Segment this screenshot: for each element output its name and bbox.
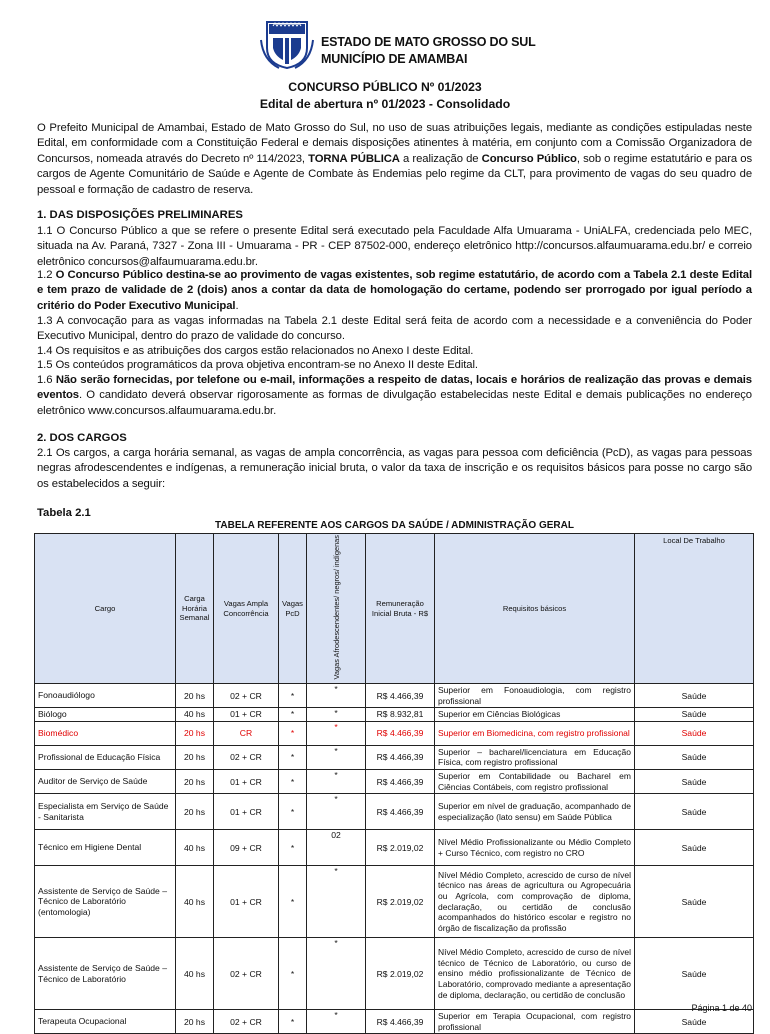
header-carga-horaria: Carga Horária Semanal [176,534,214,684]
cell-requisitos: Superior em Biomedicina, com registro profissional [435,721,635,745]
cell-vagas-afro: * [307,684,366,708]
cell-requisitos: Nível Médio Completo, acrescido de curso de nível técnico nas áreas de agricultura ou Agropecuária ou Agrícola, com comprovação de diploma, declaração, ou certidão de conclusão acompanhados do histórico escolar e registro no órgão de fiscalização da profissão [435,866,635,938]
cell-cargo: Terapeuta Ocupacional [35,1010,176,1034]
cell-cargo: Técnico em Higiene Dental [35,830,176,866]
cell-requisitos: Nível Médio Profissionalizante ou Médio Completo + Curso Técnico, com registro no CRO [435,830,635,866]
header-local-trabalho: Local De Trabalho [635,534,754,684]
cell-requisitos: Superior em Terapia Ocupacional, com registro profissional [435,1010,635,1034]
cell-carga-horaria: 40 hs [176,830,214,866]
item-2-1: 2.1 Os cargos, a carga horária semanal, as vagas de ampla concorrência, as vagas para pessoa com deficiência (PcD), as vagas para pessoas negras afrodescendentes e indígenas, a remuneração inicial bruta, o valor da taxa de inscrição e os requisitos básicos para posse no cargo são os estabelecidos a seguir: [37,447,752,490]
cell-remuneracao: R$ 2.019,02 [366,830,435,866]
intro-bold-2: Concurso Público [481,152,577,165]
table-row [35,1010,754,1034]
header-requisitos: Requisitos básicos [435,534,635,684]
cell-vagas-afro: 02 [307,830,366,866]
item-1-2 [37,268,752,314]
cell-vagas-pcd: * [279,830,307,866]
cell-carga-horaria: 20 hs [176,745,214,769]
cell-vagas-ampla: 02 + CR [214,1010,279,1034]
item-1-2-number: 1.2 [37,269,56,281]
cell-vagas-ampla: CR [214,721,279,745]
cell-vagas-pcd: * [279,708,307,722]
cell-remuneracao: R$ 4.466,39 [366,794,435,830]
cell-carga-horaria: 40 hs [176,708,214,722]
cell-vagas-afro: * [307,769,366,793]
cell-cargo: Assistente de Serviço de Saúde – Técnico de Laboratório (entomologia) [35,866,176,938]
cell-carga-horaria: 40 hs [176,938,214,1010]
cell-vagas-pcd: * [279,794,307,830]
item-1-3: 1.3 A convocação para as vagas informadas na Tabela 2.1 deste Edital será feita de acordo com a necessidade e a conveniência do Poder Executivo Municipal, dentro do prazo de validade do concurso. [37,315,752,343]
cell-remuneracao: R$ 4.466,39 [366,1010,435,1034]
cell-cargo: Biomédico [35,721,176,745]
cell-remuneracao: R$ 4.466,39 [366,745,435,769]
section-2-heading: 2. DOS CARGOS [37,432,127,444]
cell-vagas-pcd: * [279,684,307,708]
table-label: Tabela 2.1 [37,507,91,519]
cell-local-trabalho: Saúde [635,1010,754,1034]
cell-local-trabalho: Saúde [635,721,754,745]
cell-local-trabalho: Saúde [635,830,754,866]
header-vagas-ampla: Vagas Ampla Concorrência [214,534,279,684]
header-vagas-pcd: Vagas PcD [279,534,307,684]
cargos-table [34,533,754,1034]
table-row [35,684,754,708]
cell-vagas-ampla: 02 + CR [214,684,279,708]
item-1-6 [37,373,752,419]
cell-remuneracao: R$ 4.466,39 [366,684,435,708]
item-1-6-bold: Não serão fornecidas, por telefone ou e-mail, informações a respeito de datas, locais e horários de realização das provas e demais eventos [37,374,752,402]
cell-local-trabalho: Saúde [635,745,754,769]
cell-carga-horaria: 20 hs [176,684,214,708]
cell-vagas-ampla: 01 + CR [214,794,279,830]
table-row [35,745,754,769]
table-row [35,708,754,722]
document-subtitle: Edital de abertura nº 01/2023 - Consolidado [259,97,511,111]
item-1-6-rest: . O candidato deverá observar rigorosamente as formas de divulgação estabelecidas neste Edital e demais publicações no endereço eletrônico www.concursos.alfaumuarama.edu.br. [37,389,752,417]
cell-vagas-pcd: * [279,745,307,769]
header-state-name: ESTADO DE MATO GROSSO DO SUL [321,35,536,49]
cell-vagas-afro: * [307,708,366,722]
header-city-name: MUNICÍPIO DE AMAMBAI [321,52,468,66]
header-vagas-afro [307,534,366,684]
item-1-1: 1.1 O Concurso Público a que se refere o presente Edital será executado pela Faculdade Alfa Umuarama - UniALFA, credenciada pelo MEC, situada na Av. Paraná, 7327 - Zona III - Umuarama - PR - CEP 87502-000, endereço eletrônico http://concursos.alfaumuarama.edu.br/ e correio eletrônico concursos@alfaumuarama.edu.br. [37,225,752,268]
cell-vagas-afro: * [307,938,366,1010]
cell-requisitos: Superior em Ciências Biológicas [435,708,635,722]
header-remuneracao: Remuneração Inicial Bruta - R$ [366,534,435,684]
intro-text-3: , sob o regime estatutário e para os cargos de Agente Comunitário de Saúde e Agente de Combate às Endemias pelo regime da CLT, para provimento de vagas do seu quadro de pessoal e formação de cadastro de reserva. [37,152,752,196]
table-row [35,866,754,938]
header-cargo: Cargo [35,534,176,684]
cell-vagas-ampla: 09 + CR [214,830,279,866]
cell-vagas-pcd: * [279,1010,307,1034]
cell-vagas-ampla: 01 + CR [214,866,279,938]
cell-local-trabalho: Saúde [635,684,754,708]
table-row [35,721,754,745]
cell-vagas-afro: * [307,866,366,938]
intro-bold-1: TORNA PÚBLICA [308,152,400,165]
cell-cargo: Assistente de Serviço de Saúde – Técnico de Laboratório [35,938,176,1010]
cell-local-trabalho: Saúde [635,866,754,938]
cell-carga-horaria: 20 hs [176,769,214,793]
item-1-5: 1.5 Os conteúdos programáticos da prova objetiva encontram-se no Anexo II deste Edital. [37,359,478,371]
cell-remuneracao: R$ 2.019,02 [366,866,435,938]
cell-local-trabalho: Saúde [635,938,754,1010]
section-1-heading: 1. DAS DISPOSIÇÕES PRELIMINARES [37,209,243,221]
cell-remuneracao: R$ 8.932,81 [366,708,435,722]
cell-remuneracao: R$ 2.019,02 [366,938,435,1010]
table-header-row [35,534,754,684]
cell-vagas-ampla: 01 + CR [214,708,279,722]
table-row [35,938,754,1010]
cell-vagas-ampla: 02 + CR [214,938,279,1010]
cell-cargo: Biólogo [35,708,176,722]
header-vagas-afro-text: Vagas Afrodescendentes/ negros/ indígenas [331,535,341,680]
table-row [35,794,754,830]
cell-requisitos: Superior em nível de graduação, acompanhado de especialização (lato sensu) em Saúde Pública [435,794,635,830]
cell-requisitos: Superior – bacharel/licenciatura em Educação Física, com registro profissional [435,745,635,769]
cell-carga-horaria: 20 hs [176,721,214,745]
cell-vagas-pcd: * [279,769,307,793]
cell-carga-horaria: 20 hs [176,1010,214,1034]
cell-remuneracao: R$ 4.466,39 [366,769,435,793]
table-caption: TABELA REFERENTE AOS CARGOS DA SAÚDE / ADMINISTRAÇÃO GERAL [215,520,574,531]
page-number: Página 1 de 40 [691,1003,752,1013]
cell-vagas-pcd: * [279,938,307,1010]
table-body [35,684,754,1034]
item-1-2-end: . [235,299,239,312]
intro-paragraph [37,121,752,198]
intro-text-2: a realização de [399,152,482,165]
intro-text-1: O Prefeito Municipal de Amambai, Estado de Mato Grosso do Sul, no uso de suas atribuições legais, mediante as condições estipuladas neste Edital, em conformidade com a Constituição Federal e demais disposições atinentes à matéria, em conjunto com a Comissão Organizadora de Concursos, nomeada através do Decreto nº 114/2023, [37,122,752,165]
cell-requisitos: Nível Médio Completo, acrescido de curso de nível técnico de Técnico de Laboratório, ou curso de ensino médio profissionalizante de Técnico de Laboratório, comprovado mediante a apresentação de diploma, declaração, ou certidão de conclusão [435,938,635,1010]
cell-vagas-afro: * [307,745,366,769]
cell-requisitos: Superior em Fonoaudiologia, com registro profissional [435,684,635,708]
cell-vagas-afro: * [307,1010,366,1034]
cell-local-trabalho: Saúde [635,708,754,722]
cell-cargo: Profissional de Educação Física [35,745,176,769]
cell-vagas-afro: * [307,721,366,745]
cell-vagas-ampla: 01 + CR [214,769,279,793]
cell-requisitos: Superior em Contabilidade ou Bacharel em Ciências Contábeis, com registro profissional [435,769,635,793]
cell-remuneracao: R$ 4.466,39 [366,721,435,745]
cell-cargo: Especialista em Serviço de Saúde - Sanitarista [35,794,176,830]
item-1-4: 1.4 Os requisitos e as atribuições dos cargos estão relacionados no Anexo I deste Edital. [37,345,474,357]
cell-vagas-pcd: * [279,866,307,938]
municipal-crest-logo [259,20,315,70]
cell-cargo: Auditor de Serviço de Saúde [35,769,176,793]
cell-local-trabalho: Saúde [635,769,754,793]
cell-vagas-ampla: 02 + CR [214,745,279,769]
cell-carga-horaria: 20 hs [176,794,214,830]
cell-cargo: Fonoaudiólogo [35,684,176,708]
cell-vagas-pcd: * [279,721,307,745]
item-1-2-bold: O Concurso Público destina-se ao provimento de vagas existentes, sob regime estatutário, de acordo com a Tabela 2.1 deste Edital e tem prazo de validade de 2 (dois) anos a contar da data de homologação do certame, podendo ser prorrogado por igual período a critério do Poder Executivo Municipal [37,269,752,312]
cell-local-trabalho: Saúde [635,794,754,830]
cell-carga-horaria: 40 hs [176,866,214,938]
item-1-6-number: 1.6 [37,374,56,386]
document-title: CONCURSO PÚBLICO Nº 01/2023 [288,80,482,94]
table-row [35,769,754,793]
cell-vagas-afro: * [307,794,366,830]
table-row [35,830,754,866]
